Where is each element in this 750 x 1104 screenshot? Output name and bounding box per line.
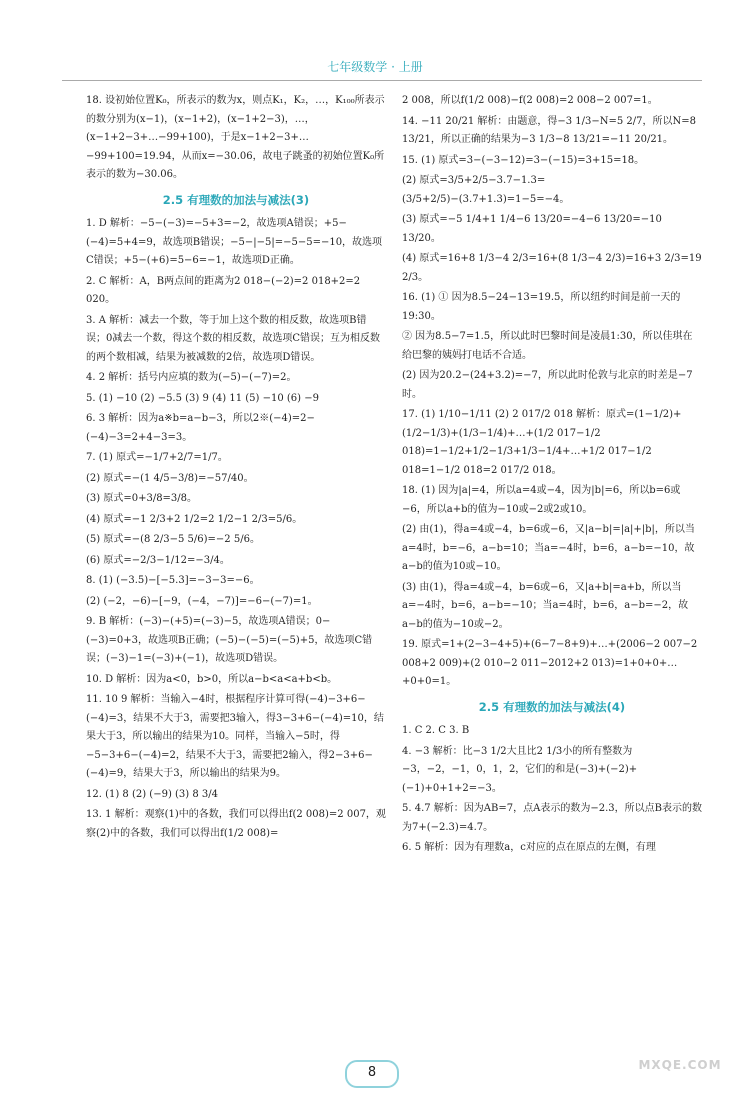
answer-item: 2. C 解析：A，B两点间的距离为2 018−(−2)=2 018+2=2 020。	[86, 275, 361, 305]
answer-item: 1. D 解析：−5−(−3)=−5+3=−2，故选项A错误；+5−(−4)=5+4=9，故选项B错误；−5−|−5|=−5−5=−10，故选项C错误；+5−(+6)=5−6=−1，故选项D正确。	[86, 218, 383, 266]
right-column	[402, 92, 702, 860]
header-rule	[62, 80, 702, 81]
answer-item: (4) 原式=−1 2/3+2 1/2=2 1/2−1 2/3=5/6。	[86, 513, 303, 525]
answer-item: 17. (1) 1/10−1/11 (2) 2 017/2 018 解析：原式=(1−1/2)+(1/2−1/3)+(1/3−1/4)+…+(1/2 017−1/2 018)=1−1/2+1/2−1/3+1/3−1/4+…+1/2 017−1/2 018=1−1/2 018=2 017/2 018。	[402, 409, 682, 476]
answer-item: 4. −3 解析：比−3 1/2大且比2 1/3小的所有整数为−3，−2，−1，0，1，2，它们的和是(−3)+(−2)+(−1)+0+1+2=−3。	[402, 745, 638, 794]
answer-item: (2) 由(1)，得a=4或−4，b=6或−6，又|a−b|=|a|+|b|，所以当a=4时，b=−6，a−b=10；当a=−4时，b=6，a−b=−10，故a−b的值为10或−10。	[402, 524, 695, 572]
page-number: 8	[345, 1060, 399, 1088]
answer-item: (2) (−2，−6)−[−9，(−4，−7)]=−6−(−7)=1。	[86, 595, 318, 607]
answer-item: (2) 原式=3/5+2/5−3.7−1.3=(3/5+2/5)−(3.7+1.3)=1−5=−4。	[402, 175, 570, 205]
answer-item: (3) 由(1)，得a=4或−4，b=6或−6，又|a+b|=a+b，所以当a=−4时，b=6，a−b=−10；当a=4时，b=6，a−b=−2，故a−b的值为−10或−2。	[402, 581, 689, 630]
answer-item: (2) 原式=−(1 4/5−3/8)=−57/40。	[86, 472, 254, 484]
answer-item: 6. 5 解析：因为有理数a，c对应的点在原点的左侧，有理	[402, 842, 656, 853]
answer-item: 13. 1 解析：观察(1)中的各数，我们可以得出f(2 008)=2 007，观察(2)中的各数，我们可以得出f(1/2 008)=	[86, 809, 386, 839]
answer-item: 19. 原式=1+(2−3−4+5)+(6−7−8+9)+…+(2006−2 007−2 008+2 009)+(2 010−2 011−2012+2 013)=1+0+0+…+0+0=1。	[402, 639, 698, 687]
answer-item: 15. (1) 原式=3−(−3−12)=3−(−15)=3+15=18。	[402, 154, 645, 166]
section-heading: 2.5 有理数的加法与减法(3)	[162, 192, 310, 207]
answer-item: (2) 因为20.2−(24+3.2)=−7，所以此时伦敦与北京的时差是−7时。	[402, 370, 693, 400]
answer-item: 8. (1) (−3.5)−[−5.3]=−3−3=−6。	[86, 575, 260, 586]
answer-item: 5. (1) −10 (2) −5.5 (3) 9 (4) 11 (5) −10 (6) −9	[86, 392, 319, 404]
answer-item: 16. (1) ① 因为8.5−24−13=19.5，所以纽约时间是前一天的19:30。	[402, 292, 681, 322]
section-heading: 2.5 有理数的加法与减法(4)	[478, 699, 626, 714]
answer-item: 1. C 2. C 3. B	[402, 725, 470, 736]
answer-item: 18. (1) 因为|a|=4，所以a=4或−4，因为|b|=6，所以b=6或−6，所以a+b的值为−10或−2或2或10。	[402, 485, 681, 515]
answer-item: 3. A 解析：减去一个数，等于加上这个数的相反数，故选项B错误；0减去一个数，得这个数的相反数，故选项C错误；互为相反数的两个数相减，结果为被减数的2倍，故选项D错误。	[86, 314, 381, 363]
answer-item: 12. (1) 8 (2) (−9) (3) 8 3/4	[86, 788, 219, 800]
answer-item: 6. 3 解析：因为a※b=a−b−3，所以2※(−4)=2−(−4)−3=2+4−3=3。	[86, 413, 315, 443]
answer-item: 5. 4.7 解析：因为AB=7，点A表示的数为−2.3，所以点B表示的数为7+(−2.3)=4.7。	[402, 803, 702, 833]
answer-item: 7. (1) 原式=−1/7+2/7=1/7。	[86, 452, 228, 463]
answer-item: (3) 原式=0+3/8=3/8。	[86, 493, 198, 504]
answer-item: 10. D 解析：因为a<0，b>0，所以a−b<a<a+b<b。	[86, 673, 338, 685]
left-column	[86, 92, 386, 845]
answer-item: (5) 原式=−(8 2/3−5 5/6)=−2 5/6。	[86, 534, 260, 545]
answer-item: 2 008，所以f(1/2 008)−f(2 008)=2 008−2 007=1。	[402, 95, 658, 106]
answer-item: (3) 原式=−5 1/4+1 1/4−6 13/20=−4−6 13/20=−10 13/20。	[402, 214, 662, 244]
answer-item: (6) 原式=−2/3−1/12=−3/4。	[86, 554, 230, 566]
answer-item: 9. B 解析：(−3)−(+5)=(−3)−5，故选项A错误；0−(−3)=0+3，故选项B正确；(−5)−(−5)=(−5)+5，故选项C错误；(−3)−1=(−3)+(−1)，故选项D错误。	[86, 616, 373, 664]
answer-item: 18. 设初始位置K₀，所表示的数为x，则点K₁，K₂，…，K₁₀₀所表示的数分别为(x−1)，(x−1+2)，(x−1+2−3)，…，(x−1+2−3+…−99+100)，于是x−1+2−3+…−99+100=19.94，从而x=−30.06，故电子跳蚤的初始位置K₀所表示的数为−30.06。	[86, 95, 385, 180]
answer-item: 4. 2 解析：括号内应填的数为(−5)−(−7)=2。	[86, 372, 297, 383]
answer-item: ② 因为8.5−7=1.5，所以此时巴黎时间是凌晨1:30，所以佳琪在给巴黎的姨妈打电话不合适。	[402, 331, 693, 361]
watermark: MXQE.COM	[638, 1058, 722, 1072]
answer-item: 14. −11 20/21 解析：由题意，得−3 1/3−N=5 2/7，所以N=8 13/21，所以正确的结果为−3 1/3−8 13/21=−11 20/21。	[402, 115, 697, 145]
running-header: 七年级数学 · 上册	[327, 60, 423, 74]
answer-item: 11. 10 9 解析：当输入−4时，根据程序计算可得(−4)−3+6−(−4)=3，结果不大于3，需要把3输入，得3−3+6−(−4)=10，结果大于3，所以输出的结果为10。同样，当输入−5时，得−5−3+6−(−4)=2，结果不大于3，需要把2输入，得2−3+6−(−4)=9，结果大于3，所以输出的结果为9。	[86, 694, 384, 779]
answer-item: (4) 原式=16+8 1/3−4 2/3=16+(8 1/3−4 2/3)=16+3 2/3=19 2/3。	[402, 253, 702, 283]
